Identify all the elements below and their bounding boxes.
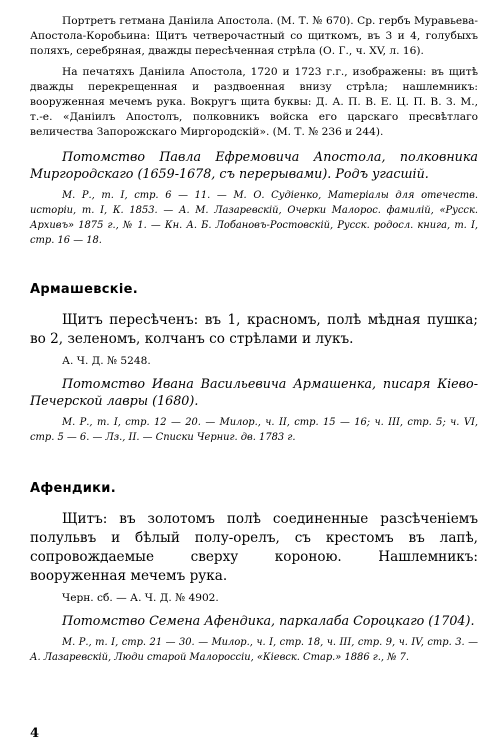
- afendiki-lineage: Потомство Семена Афендика, паркалаба Сороцкаго (1704).: [62, 613, 475, 628]
- apostol-seals-paragraph: На печатяхъ Даніила Апостола, 1720 и 1723 г.г., изображены: въ щитѣ дважды перекрещенная и раздвоенная внизу стрѣла; нашлемникъ: вооруженная мечемъ рука. Вокругъ щита буквы: Д. А. П. В. Е. Ц. П. В. З. М., т.-е. «Даніилъ Апостолъ, полковникъ войска его царскаго пресвѣтлаго величества Запорожскаго Миргородскій». (М. Т. № 236 и 244).: [30, 66, 478, 138]
- document-page: [30, 14, 478, 665]
- armashevskie-reference: А. Ч. Д. № 5248.: [62, 355, 151, 367]
- armashevskie-lineage: Потомство Ивана Васильевича Армашенка, писаря Кіево-Печерской лавры (1680).: [30, 376, 478, 408]
- armashevskie-sources: М. Р., т. І, стр. 12 — 20. — Милор., ч. ІІ, стр. 15 — 16; ч. ІІІ, стр. 5; ч. VI, стр. 5 — 6. — Лз., ІІ. — Списки Черниг. дв. 1783 г.: [30, 417, 478, 443]
- apostol-lineage: Потомство Павла Ефремовича Апостола, полковника Миргородскаго (1659-1678, съ перерывами). Родъ угасшій.: [30, 149, 478, 181]
- page-number: 4: [30, 726, 40, 741]
- afendiki-reference: Черн. сб. — А. Ч. Д. № 4902.: [62, 592, 219, 604]
- apostol-portrait-paragraph: Портретъ гетмана Даніила Апостола. (М. Т. № 670). Ср. гербъ Муравьева-Апостола-Коробьина: Щитъ четверочастный со щиткомъ, въ 3 и 4, голубыхъ поляхъ, серебряная, дважды пересѣченная стрѣла (О. Г., ч. XV, л. 16).: [30, 15, 478, 57]
- armashevskie-heading: Армашевскіе.: [30, 282, 138, 297]
- afendiki-heading: Афендики.: [30, 481, 116, 496]
- afendiki-sources: М. Р., т. І, стр. 21 — 30. — Милор., ч. І, стр. 18, ч. ІІІ, стр. 9, ч. IV, стр. 3. — А. Лазаревскій, Люди старой Малороссіи, «Кіевск. Стар.» 1886 г., № 7.: [30, 637, 478, 663]
- armashevskie-blazon: Щитъ пересѣченъ: въ 1, красномъ, полѣ мѣдная пушка; во 2, зеленомъ, колчанъ со стрѣлами и лукъ.: [30, 312, 478, 347]
- apostol-sources: М. Р., т. І, стр. 6 — 11. — М. О. Судіенко, Матеріалы для отечеств. исторіи, т. І, К. 1853. — А. М. Лазаревскій, Очерки Малорос. фамилій, «Русск. Архивъ» 1875 г., № 1. — Кн. А. Б. Лобановъ-Ростовскій, Русск. родосл. книга, т. І, стр. 16 — 18.: [30, 190, 478, 246]
- afendiki-blazon: Щитъ: въ золотомъ полѣ соединенные разсѣченіемъ полульвъ и бѣлый полу-орелъ, съ крестомъ въ лапѣ, сопровождаемые сверху короною. Нашлемникъ: вооруженная мечемъ рука.: [30, 511, 478, 584]
